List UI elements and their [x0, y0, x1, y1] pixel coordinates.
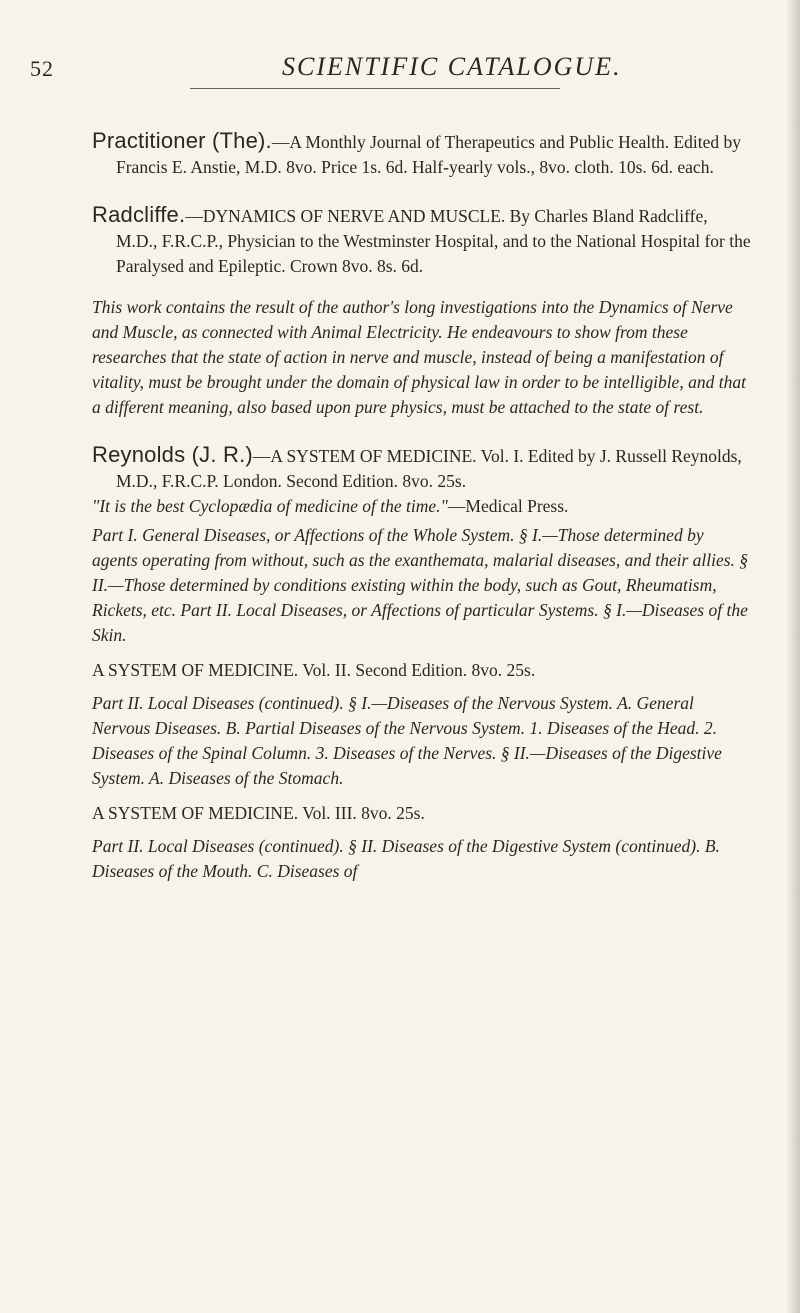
entry-name: Reynolds (J. R.): [92, 442, 253, 467]
entry-practitioner: [92, 128, 752, 180]
entry-heading: [92, 128, 752, 180]
volume-description: Part II. Local Diseases (continued). § II. Diseases of the Digestive System (continued). B. Diseases of the Mouth. C. Diseases of: [92, 836, 720, 881]
page-number: 52: [30, 56, 54, 81]
review-quote-line: [92, 494, 752, 519]
entry-reynolds: [92, 442, 752, 884]
entry-text: —A SYSTEM OF MEDICINE. Vol. I. Edited by J. Russell Reynolds, M.D., F.R.C.P. London. Second Edition. 8vo. 25s.: [116, 446, 742, 491]
entry-description: This work contains the result of the author's long investigations into the Dynamics of Nerve and Muscle, as connected with Animal Electricity. He endeavours to show from these researches that the state of action in nerve and muscle, instead of being a manifestation of vitality, must be brought under the domain of physical law in order to be intelligible, and that a different meaning, also based upon pure physics, must be attached to the state of rest.: [92, 297, 746, 417]
entry-heading: [92, 202, 752, 279]
entry-text: —A Monthly Journal of Therapeutics and Public Health. Edited by Francis E. Anstie, M.D. 8vo. Price 1s. 6d. Half-yearly vols., 8vo. cloth. 10s. 6d. each.: [116, 132, 742, 177]
volume-description: Part II. Local Diseases (continued). § I.—Diseases of the Nervous System. A. General Nervous Diseases. B. Partial Diseases of the Nervous System. 1. Diseases of the Head. 2. Diseases of the Spinal Column. 3. Diseases of the Nerves. § II.—Diseases of the Digestive System. A. Diseases of the Stomach.: [92, 693, 722, 788]
volume-heading: A SYSTEM OF MEDICINE. Vol. II. Second Edition. 8vo. 25s.: [92, 660, 536, 680]
entry-name: Radcliffe.: [92, 202, 186, 227]
page-edge-shadow: [786, 0, 800, 1313]
entry-name: Practitioner (The).: [92, 128, 272, 153]
entry-description: Part I. General Diseases, or Affections of the Whole System. § I.—Those determined by agents operating from without, such as the exanthemata, malarial diseases, and their allies. § II.—Those determined by conditions existing within the body, such as Gout, Rheumatism, Rickets, etc. Part II. Local Diseases, or Affections of particular Systems. § I.—Diseases of the Skin.: [92, 525, 749, 645]
entry-radcliffe: [92, 202, 752, 420]
volume-entry: [92, 801, 752, 884]
running-head: SCIENTIFIC CATALOGUE.: [282, 52, 622, 81]
catalogue-content: [92, 128, 752, 906]
header-rule: [190, 88, 560, 89]
volume-heading: A SYSTEM OF MEDICINE. Vol. III. 8vo. 25s.: [92, 803, 425, 823]
review-quote: "It is the best Cyclopædia of medicine of the time.": [92, 496, 448, 516]
volume-entry: [92, 658, 752, 791]
entry-heading: [92, 442, 752, 494]
entry-text: —DYNAMICS OF NERVE AND MUSCLE. By Charles Bland Radcliffe, M.D., F.R.C.P., Physician to the Westminster Hospital, and to the National Hospital for the Paralysed and Epileptic. Crown 8vo. 8s. 6d.: [116, 206, 751, 276]
review-source: —Medical Press.: [447, 496, 569, 516]
